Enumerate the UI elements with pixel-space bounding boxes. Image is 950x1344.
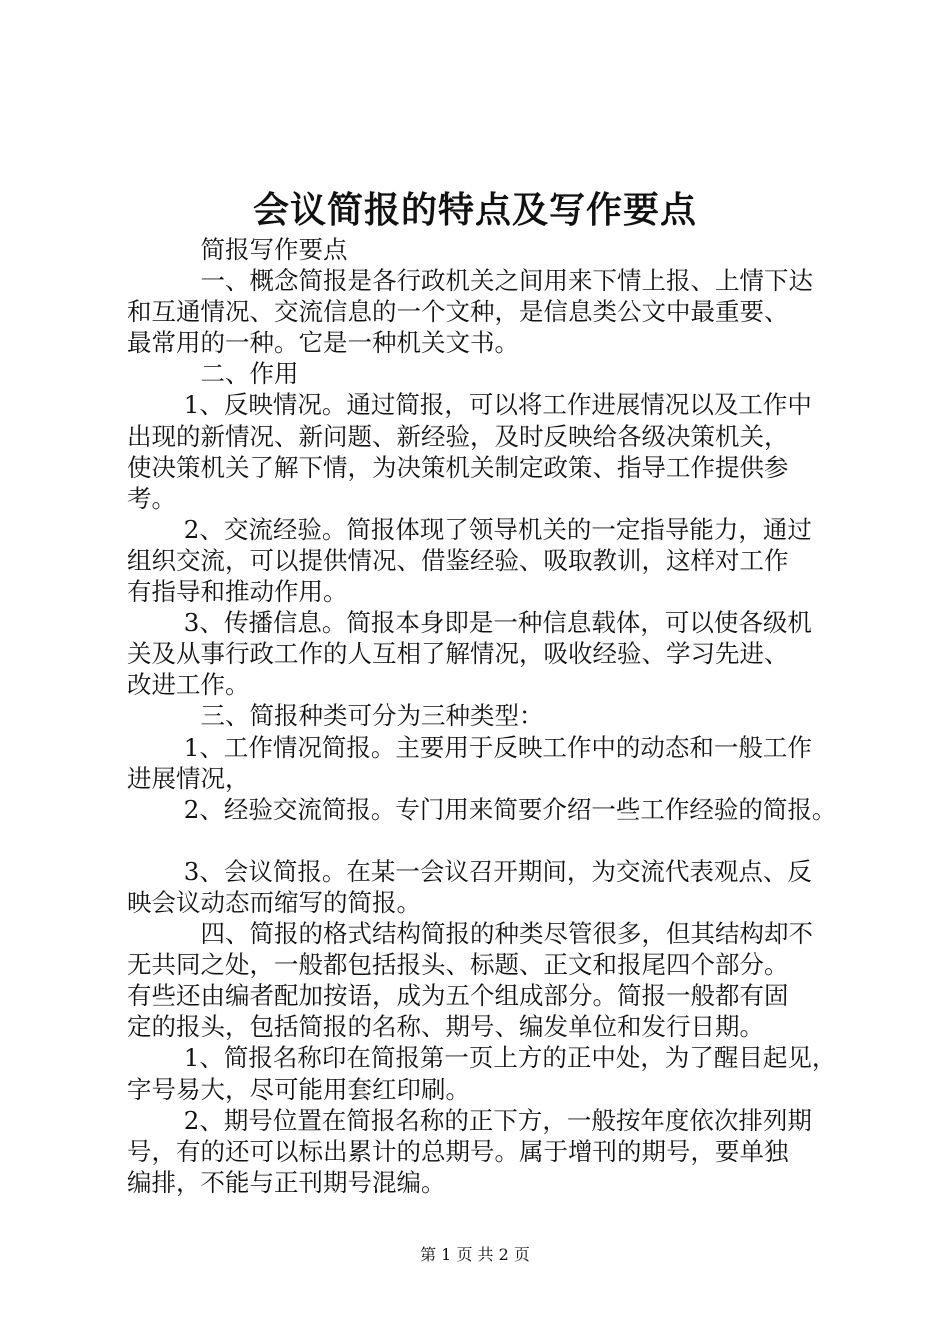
document-title: 会议简报的特点及写作要点: [252, 189, 697, 231]
body-line: 组织交流，可以提供情况、借鉴经验、吸取教训，这样对工作: [127, 545, 789, 575]
body-line: 和互通情况、交流信息的一个文种，是信息类公文中最重要、: [127, 297, 789, 327]
body-line: 定的报头，包括简报的名称、期号、编发单位和发行日期。: [127, 1012, 764, 1042]
blank-line: [127, 825, 839, 856]
body-line: 进展情况，: [127, 763, 250, 793]
body-line: 三、简报种类可分为三种类型：: [127, 701, 544, 731]
body-line: 有些还由编者配加按语，成为五个组成部分。简报一般都有固: [127, 981, 789, 1011]
body-line: 二、作用: [127, 359, 299, 389]
body-line: 改进工作。: [127, 670, 250, 700]
body-line: 1、反映情况。通过简报，可以将工作进展情况以及工作中: [127, 390, 812, 420]
body-line: 2、交流经验。简报体现了领导机关的一定指导能力，通过: [127, 514, 812, 544]
body-line: 字号易大，尽可能用套红印刷。: [127, 1074, 470, 1104]
body-line: 考。: [127, 483, 176, 513]
body-line: 一、概念简报是各行政机关之间用来下情上报、上情下达: [127, 266, 813, 296]
document-body: [127, 234, 839, 1198]
body-line: 映会议动态而缩写的简报。: [127, 887, 421, 917]
body-line: 使决策机关了解下情，为决策机关制定政策、指导工作提供参: [127, 452, 789, 482]
body-line: 无共同之处，一般都包括报头、标题、正文和报尾四个部分。: [127, 950, 789, 980]
body-line: 出现的新情况、新问题、新经验，及时反映给各级决策机关，: [127, 421, 789, 451]
body-line: 简报写作要点: [127, 235, 348, 264]
body-line: 关及从事行政工作的人互相了解情况，吸收经验、学习先进、: [127, 639, 789, 669]
body-line: 号，有的还可以标出累计的总期号。属于增刊的期号，要单独: [127, 1136, 789, 1166]
body-line: 有指导和推动作用。: [127, 577, 348, 607]
body-line: 3、传播信息。简报本身即是一种信息载体，可以使各级机: [127, 608, 812, 638]
body-line: 1、工作情况简报。主要用于反映工作中的动态和一般工作: [127, 732, 812, 762]
body-line: 3、会议简报。在某一会议召开期间，为交流代表观点、反: [127, 856, 812, 886]
body-line: 1、简报名称印在简报第一页上方的正中处，为了醒目起见，: [127, 1043, 837, 1073]
body-line: 2、期号位置在简报名称的正下方，一般按年度依次排列期: [127, 1105, 812, 1135]
body-line: 编排，不能与正刊期号混编。: [127, 1167, 446, 1197]
body-line: 最常用的一种。它是一种机关文书。: [127, 328, 519, 358]
body-line: 四、简报的格式结构简报的种类尽管很多，但其结构却不: [127, 919, 813, 949]
body-line: 2、经验交流简报。专门用来简要介绍一些工作经验的简报。: [127, 794, 837, 824]
page-number-footer: 第 1 页 共 2 页: [420, 1245, 530, 1264]
